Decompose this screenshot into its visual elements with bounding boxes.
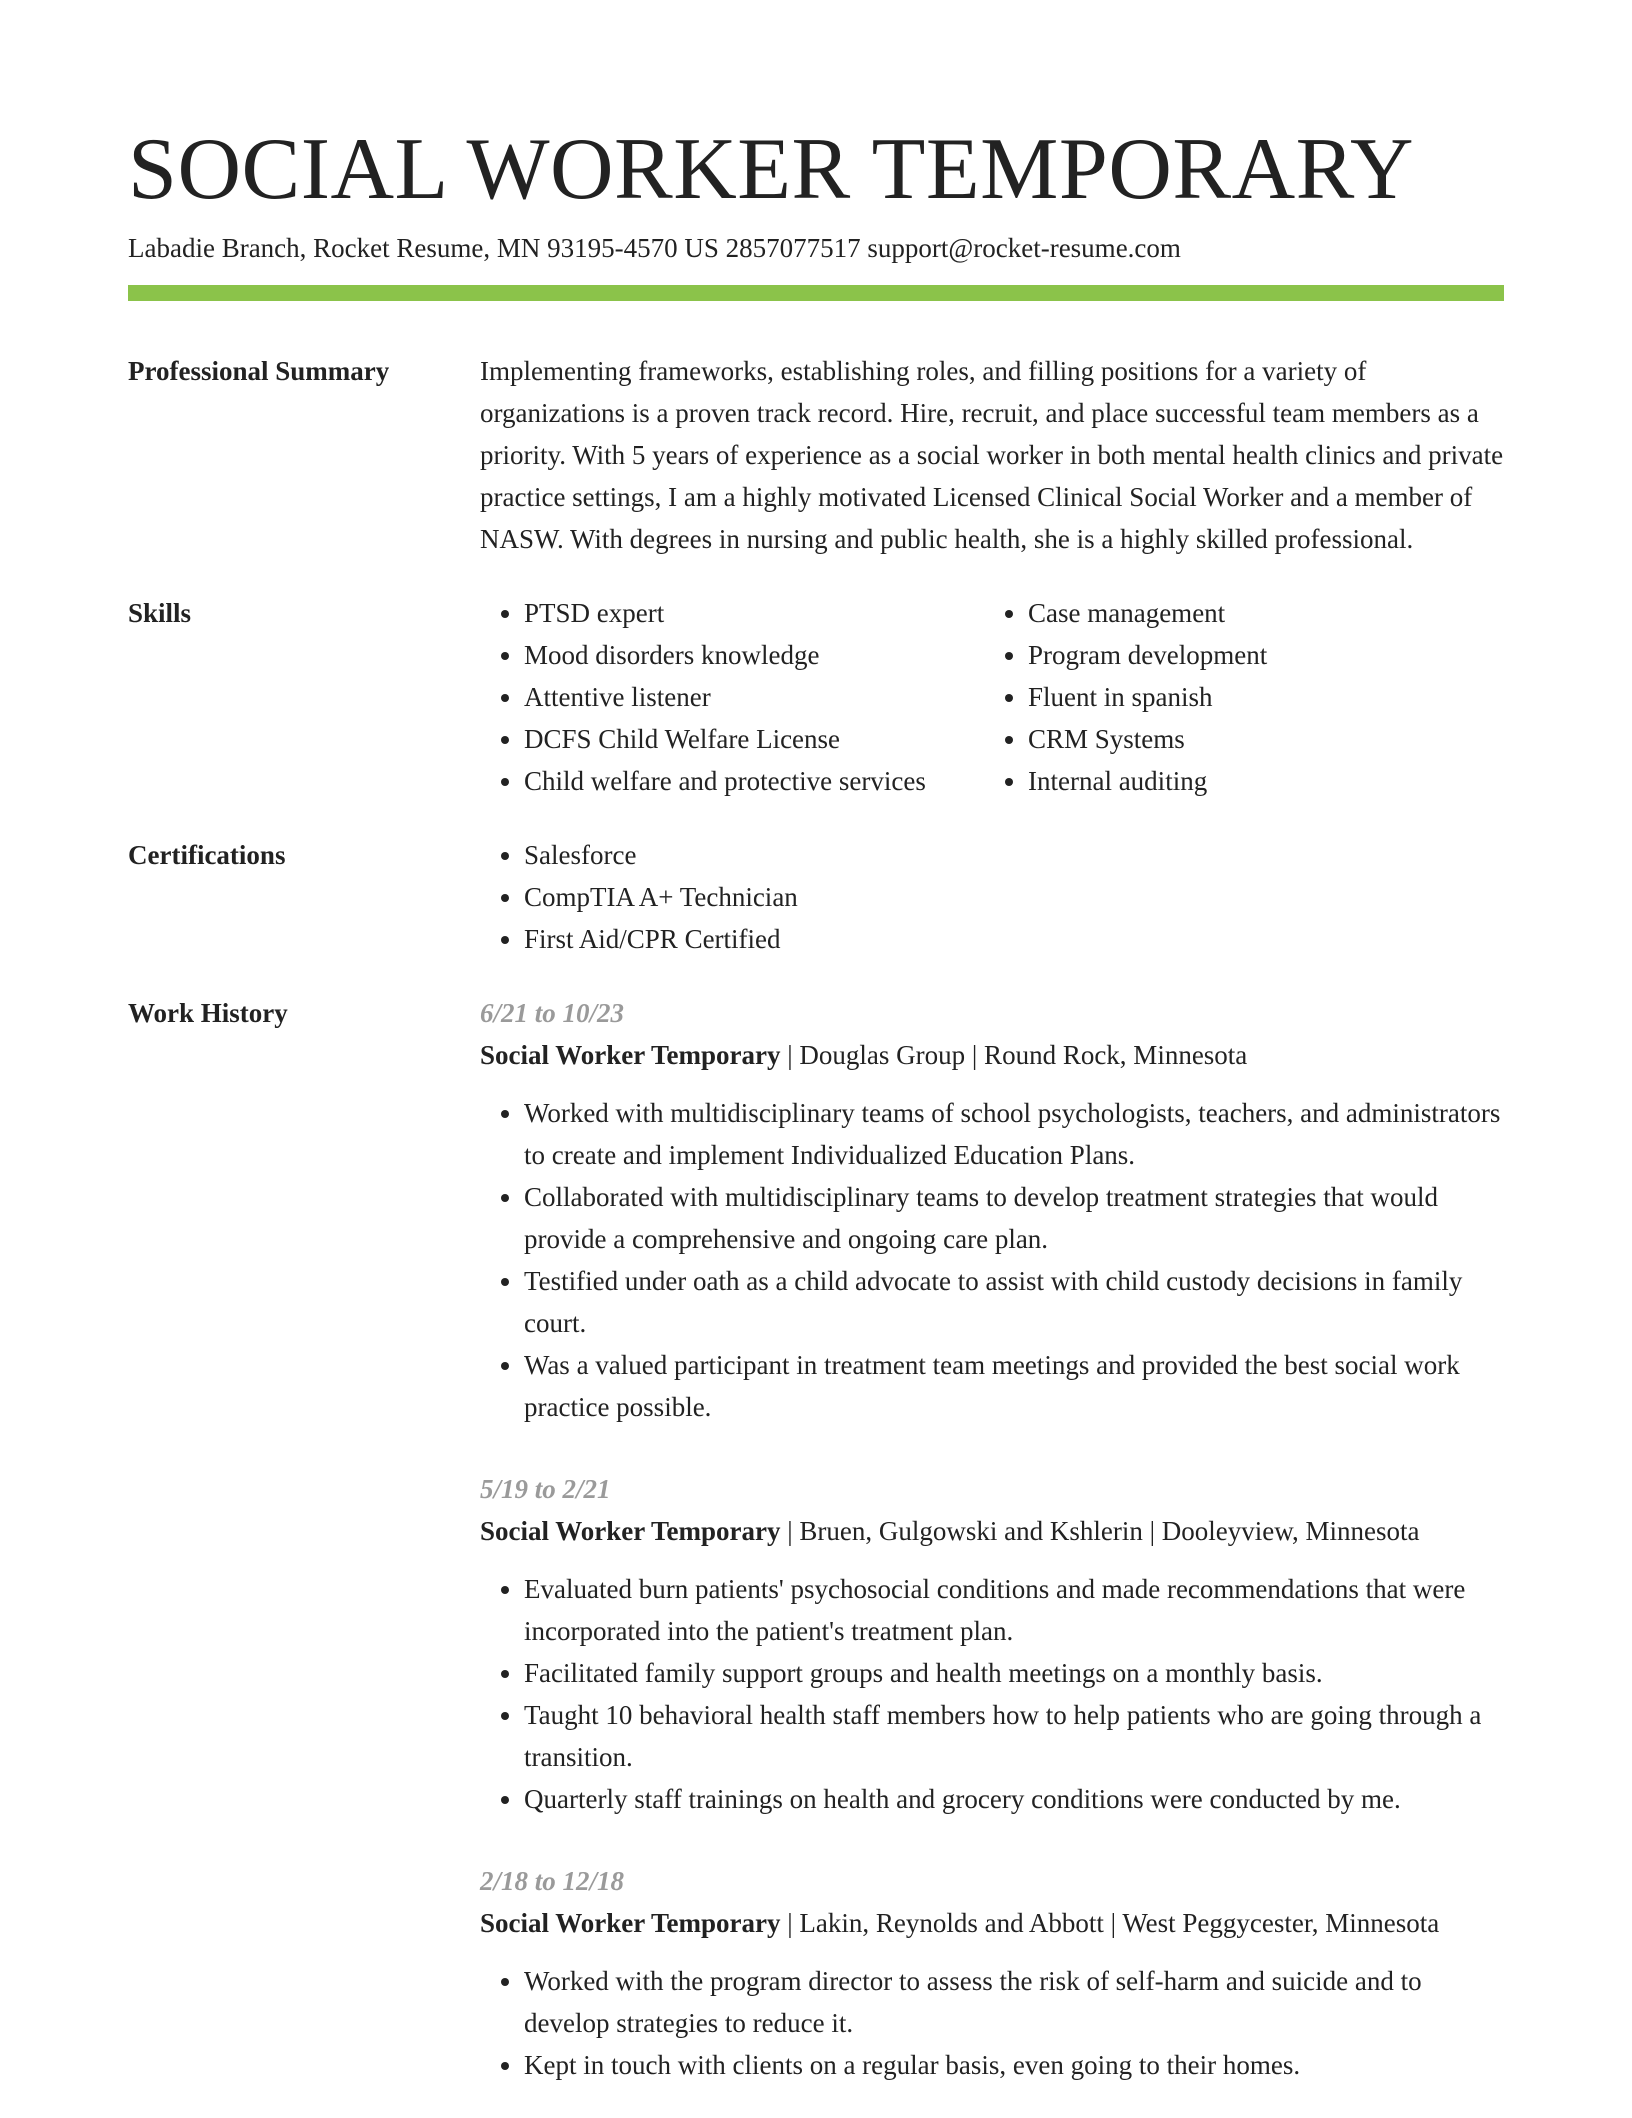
- skill-item: • Internal auditing: [1028, 760, 1488, 802]
- job-entry: [480, 992, 1504, 1428]
- job-bullet: • Evaluated burn patients' psychosocial conditions and made recommendations that were incorporated into the patient's treatment plan.: [524, 1568, 1504, 1652]
- job-bullet: • Taught 10 behavioral health staff members how to help patients who are going through a transition.: [524, 1694, 1504, 1778]
- skills-column-left: [480, 592, 984, 802]
- skill-item: • CRM Systems: [1028, 718, 1488, 760]
- job-title-line: [480, 1902, 1504, 1944]
- job-bullet: • Facilitated family support groups and health meetings on a monthly basis.: [524, 1652, 1504, 1694]
- job-dates: 6/21 to 10/23: [480, 998, 625, 1028]
- skills-body: [480, 592, 1504, 802]
- job-title: Social Worker Temporary: [480, 1516, 781, 1546]
- job-bullet: • Worked with the program director to assess the risk of self-harm and suicide and to develop strategies to reduce it.: [524, 1960, 1504, 2044]
- job-dates: 5/19 to 2/21: [480, 1474, 611, 1504]
- job-bullet: • Testified under oath as a child advocate to assist with child custody decisions in family court.: [524, 1260, 1504, 1344]
- job-bullet: • Worked with multidisciplinary teams of school psychologists, teachers, and administrators to create and implement Individualized Education Plans.: [524, 1092, 1504, 1176]
- job-details: | Lakin, Reynolds and Abbott | West Peggycester, Minnesota: [780, 1908, 1440, 1938]
- skill-item: • Child welfare and protective services: [524, 760, 984, 802]
- job-title: Social Worker Temporary: [480, 1040, 781, 1070]
- skills-label: Skills: [128, 598, 192, 628]
- skill-item: • DCFS Child Welfare License: [524, 718, 984, 760]
- job-bullet: • Was a valued participant in treatment team meetings and provided the best social work practice possible.: [524, 1344, 1504, 1428]
- certifications-body: [480, 834, 1504, 960]
- job-title-line: [480, 1510, 1504, 1552]
- certifications-section: [128, 834, 1504, 960]
- job-bullets: [480, 1960, 1504, 2086]
- summary-body: [480, 350, 1504, 560]
- contact-line: Labadie Branch, Rocket Resume, MN 93195-4570 US 2857077517 support@rocket-resume.com: [128, 233, 1181, 263]
- skill-item: • Fluent in spanish: [1028, 676, 1488, 718]
- resume-name-heading: SOCIAL WORKER TEMPORARY: [128, 121, 1415, 218]
- job-entry: [480, 1468, 1504, 1820]
- skills-section: [128, 592, 1504, 802]
- skill-item: • Case management: [1028, 592, 1488, 634]
- certification-item: • Salesforce: [524, 834, 1504, 876]
- job-title: Social Worker Temporary: [480, 1908, 781, 1938]
- skill-item: • Mood disorders knowledge: [524, 634, 984, 676]
- work-history-body: [480, 992, 1504, 2086]
- summary-label: Professional Summary: [128, 356, 390, 386]
- job-bullet: • Collaborated with multidisciplinary teams to develop treatment strategies that would provide a comprehensive and ongoing care plan.: [524, 1176, 1504, 1260]
- summary-text: Implementing frameworks, establishing roles, and filling positions for a variety of organizations is a proven track record. Hire, recruit, and place successful team members as a priority. With 5 years of experience as a social worker in both mental health clinics and private practice settings, I am a highly motivated Licensed Clinical Social Worker and a member of NASW. With degrees in nursing and public health, she is a highly skilled professional.: [480, 356, 1504, 554]
- skill-item: • Attentive listener: [524, 676, 984, 718]
- job-bullet: • Quarterly staff trainings on health and grocery conditions were conducted by me.: [524, 1778, 1504, 1820]
- skills-list-right: [984, 592, 1488, 802]
- skills-column-right: [984, 592, 1488, 802]
- job-bullets: [480, 1092, 1504, 1428]
- work-history-section: [128, 992, 1504, 2086]
- certification-item: • CompTIA A+ Technician: [524, 876, 1504, 918]
- job-details: | Bruen, Gulgowski and Kshlerin | Dooleyview, Minnesota: [780, 1516, 1420, 1546]
- accent-divider: [128, 285, 1504, 301]
- job-bullet: • Kept in touch with clients on a regular basis, even going to their homes.: [524, 2044, 1504, 2086]
- certifications-list: [480, 834, 1504, 960]
- job-title-line: [480, 1034, 1504, 1076]
- job-details: | Douglas Group | Round Rock, Minnesota: [780, 1040, 1248, 1070]
- work-history-label: Work History: [128, 998, 288, 1028]
- job-entry: [480, 1860, 1504, 2086]
- resume-sections: [128, 350, 1504, 2118]
- skill-item: • Program development: [1028, 634, 1488, 676]
- certifications-label: Certifications: [128, 840, 286, 870]
- skills-list-left: [480, 592, 984, 802]
- job-dates: 2/18 to 12/18: [480, 1866, 625, 1896]
- certification-item: • First Aid/CPR Certified: [524, 918, 1504, 960]
- job-bullets: [480, 1568, 1504, 1820]
- summary-section: [128, 350, 1504, 560]
- skill-item: • PTSD expert: [524, 592, 984, 634]
